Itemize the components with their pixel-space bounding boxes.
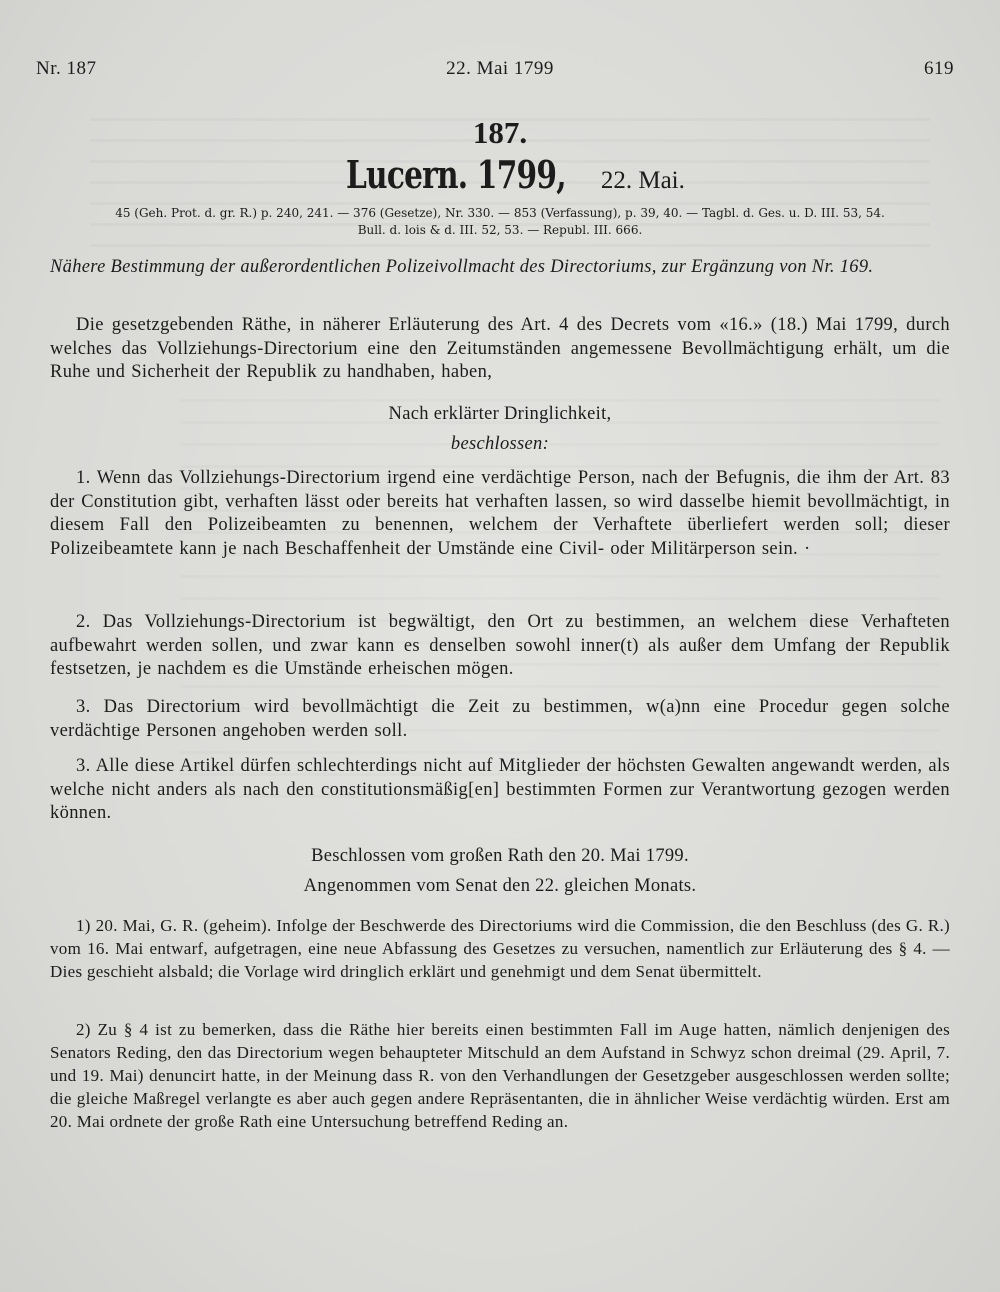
document-heading — [0, 152, 1000, 197]
enactment-senate: Angenommen vom Senat den 22. gleichen Monats. — [303, 876, 697, 896]
archival-references-line1: 45 (Geh. Prot. d. gr. R.) p. 240, 241. — 376 (Gesetze), Nr. 330. — 853 (Verfassung), p. 39, 40. — Tagbl. d. Ges. u. D. III. 53, 54. — [115, 206, 885, 220]
note-2 — [50, 1018, 950, 1133]
document-number: 187. — [472, 115, 528, 150]
note-1 — [50, 914, 950, 983]
article-2 — [50, 611, 950, 682]
article-text: 3. Alle diese Artikel dürfen schlechterdings nicht auf Mitglieder der höchsten Gewalten angewandt werden, als welche nicht anders als nach den constitutionsmäßig[en] bestimmten Formen zur Verantwortung gezogen werden können. — [50, 756, 950, 823]
article-text: 1. Wenn das Vollziehungs-Directorium irgend eine verdächtige Person, nach der Befugnis, die ihm der Art. 83 der Constitution gibt, verhaften lässt oder bereits hat verhaften lassen, so wird dasselbe hiemit bevollmächtigt, in diesem Fall den Polizeibeamten zu benennen, welchem der Verhaftete überliefert werden soll; dieser Polizeibeamtete kann je nach Beschaffenheit der Umstände eine Civil- oder Militärperson sein. · — [50, 468, 950, 559]
note-text: 2) Zu § 4 ist zu bemerken, dass die Räthe hier bereits einen bestimmten Fall im Auge hatten, nämlich denjenigen des Senators Reding, den das Directorium wegen behaupteter Mitschuld an dem Aufstand in Schwyz schon dreimal (29. April, 7. und 19. Mai) denuncirt hatte, in der Meinung dass R. von den Verhandlungen der Gesetzgeber ausgeschlossen werden sollte; die gleiche Maßregel verlangte es aber auch gegen andere Repräsentanten, die in ähnlicher Weise verdächtig würden. Erst am 20. Mai ordnete der große Rath eine Untersuchung betreffend Reding an. — [50, 1020, 950, 1131]
article-1 — [50, 467, 950, 561]
article-3 — [50, 696, 950, 743]
running-head-date: 22. Mai 1799 — [446, 58, 554, 79]
note-text: 1) 20. Mai, G. R. (geheim). Infolge der Beschwerde des Directoriums wird die Commission, die den Beschluss (des G. R.) vom 16. Mai entwarf, aufgetragen, eine neue Abfassung des Gesetzes zu versuchen, namentlich zur Erläuterung des § 4. — Dies geschieht alsbald; die Vorlage wird dringlich erklärt und genehmigt und dem Senat übermittelt. — [50, 916, 950, 981]
article-text: 2. Das Vollziehungs-Directorium ist begwältigt, den Ort zu bestimmen, an welchem diese Verhafteten aufbewahrt werden sollen, und zwar kann es denselben sowohl inner(t) als außer dem Umfang der Republik festsetzen, je nachdem es die Umstände erheischen mögen. — [50, 612, 950, 679]
page-number: 619 — [924, 58, 954, 79]
running-head-left: Nr. 187 — [36, 58, 97, 79]
enactment-great-council: Beschlossen vom großen Rath den 20. Mai 1799. — [311, 846, 689, 866]
document-date: 22. Mai. — [600, 167, 685, 194]
document-place-year: Lucern. 1799, — [346, 152, 566, 197]
resolved-clause: beschlossen: — [450, 434, 550, 454]
article-text: 3. Das Directorium wird bevollmächtigt die Zeit zu bestimmen, w(a)nn eine Procedur gegen solche verdächtige Personen angehoben werden soll. — [50, 697, 950, 741]
preamble-text: Die gesetzgebenden Räthe, in näherer Erläuterung des Art. 4 des Decrets vom «16.» (18.) Mai 1799, durch welches das Vollziehungs-Directorium eine den Zeitumständen angemessene Bevollmächtigung erhält, um die Ruhe und Sicherheit der Republik zu handhaben, haben, — [50, 315, 950, 382]
archival-references-line2: Bull. d. lois & d. III. 52, 53. — Republ. III. 666. — [357, 223, 643, 237]
preamble-paragraph — [50, 314, 950, 385]
article-4 — [50, 755, 950, 826]
document-subject: Nähere Bestimmung der außerordentlichen Polizeivollmacht des Directoriums, zur Ergänzung von Nr. 169. — [50, 257, 874, 277]
urgency-clause: Nach erklärter Dringlichkeit, — [388, 404, 612, 424]
